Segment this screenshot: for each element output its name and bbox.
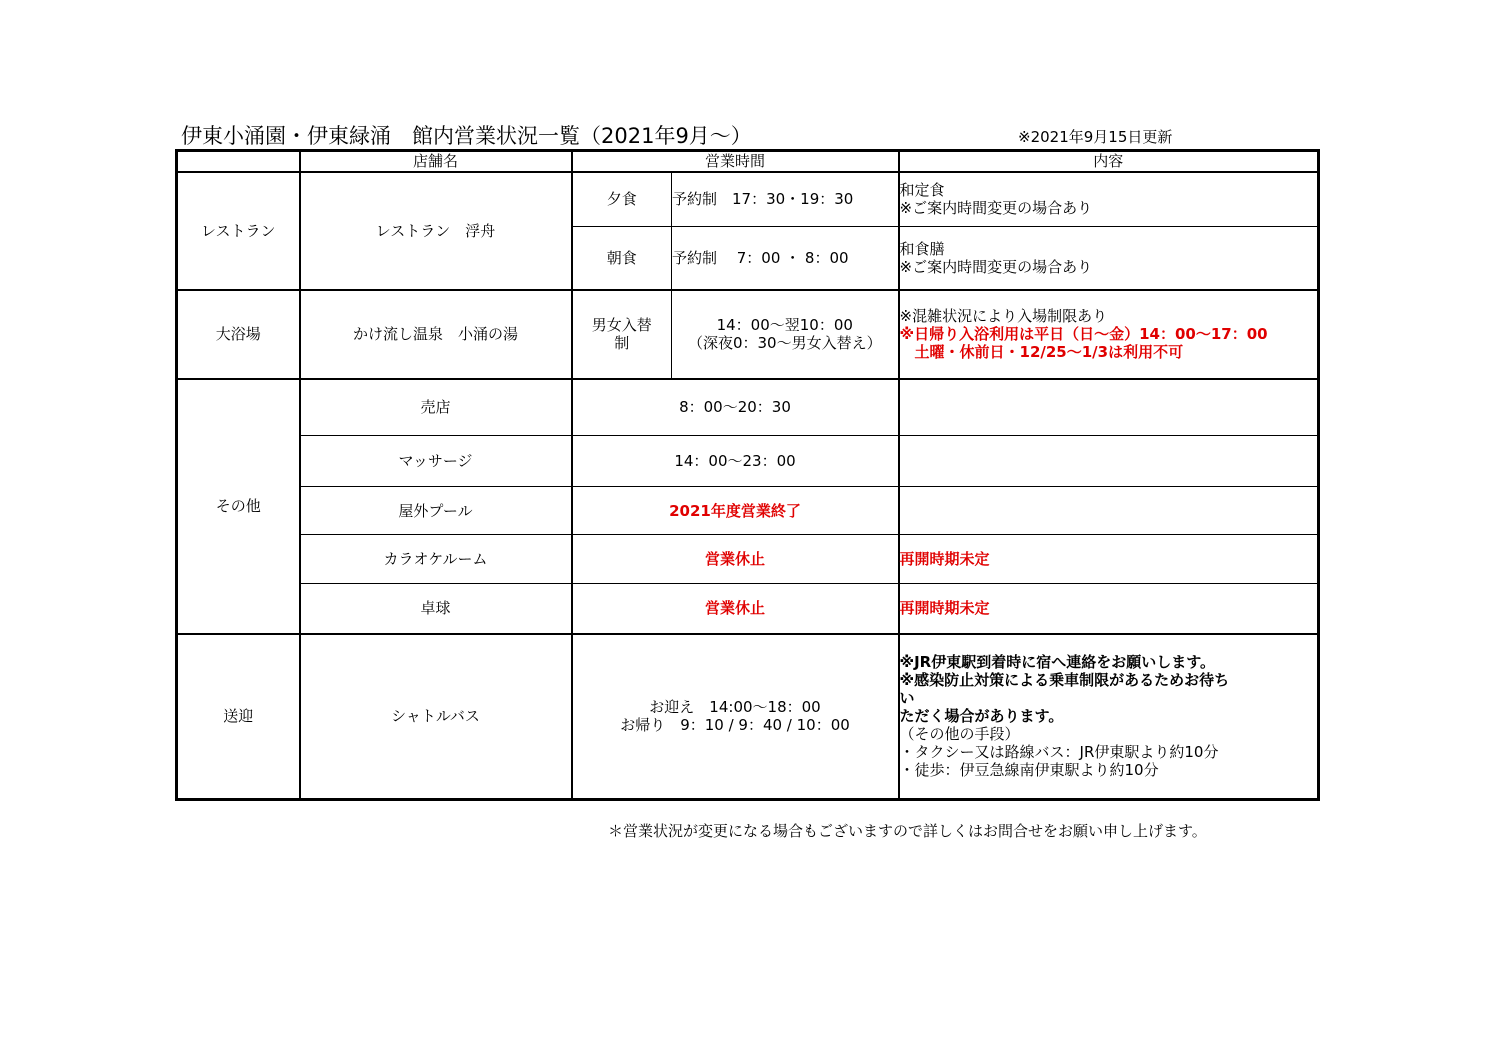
store-shop: 売店: [300, 379, 572, 436]
hours-breakfast: 予約制 7：00 ・ 8：00: [672, 227, 899, 290]
content-massage: [899, 436, 1319, 487]
table-row: [177, 379, 1319, 436]
bath-type: 男女入替 制: [572, 290, 672, 379]
category-restaurant: レストラン: [177, 172, 300, 290]
table-row: [177, 172, 1319, 227]
store-shuttle: シャトルバス: [300, 634, 572, 800]
hours-shop: 8：00～20：30: [572, 379, 899, 436]
update-date: ※2021年9月15日更新: [1018, 128, 1173, 146]
header-store: 店舗名: [300, 151, 572, 172]
category-other: その他: [177, 379, 300, 634]
footer-note: ＊営業状況が変更になる場合もございますので詳しくはお問合せをお願い申し上げます。: [608, 822, 1207, 840]
header-content: 内容: [899, 151, 1319, 172]
meal-breakfast: 朝食: [572, 227, 672, 290]
store-restaurant: レストラン 浮舟: [300, 172, 572, 290]
page-title: 伊東小涌園・伊東緑涌 館内営業状況一覧（2021年9月～）: [181, 124, 752, 148]
store-table-tennis: 卓球: [300, 584, 572, 634]
hours-dinner: 予約制 17：30・19：30: [672, 172, 899, 227]
table-row: [177, 436, 1319, 487]
store-bath: かけ流し温泉 小涌の湯: [300, 290, 572, 379]
header-blank: [177, 151, 300, 172]
content-dinner: 和定食 ※ご案内時間変更の場合あり: [899, 172, 1319, 227]
table-row: [177, 290, 1319, 379]
content-pool: [899, 487, 1319, 535]
category-bath: 大浴場: [177, 290, 300, 379]
hours-karaoke: 営業休止: [572, 535, 899, 584]
category-shuttle: 送迎: [177, 634, 300, 800]
content-breakfast: 和食膳 ※ご案内時間変更の場合あり: [899, 227, 1319, 290]
content-karaoke: 再開時期未定: [899, 535, 1319, 584]
table-row: [177, 487, 1319, 535]
meal-dinner: 夕食: [572, 172, 672, 227]
store-pool: 屋外プール: [300, 487, 572, 535]
content-table-tennis: 再開時期未定: [899, 584, 1319, 634]
content-shop: [899, 379, 1319, 436]
header-row: [177, 151, 1319, 172]
hours-shuttle: お迎え 14:00～18：00 お帰り 9：10 / 9：40 / 10：00: [572, 634, 899, 800]
hours-bath: 14：00～翌10：00 （深夜0：30～男女入替え）: [672, 290, 899, 379]
hours-pool: 2021年度営業終了: [572, 487, 899, 535]
hours-massage: 14：00～23：00: [572, 436, 899, 487]
store-massage: マッサージ: [300, 436, 572, 487]
status-table: [175, 149, 1320, 801]
content-shuttle: ※JR伊東駅到着時に宿へ連絡をお願いします。 ※感染防止対策による乗車制限があるためお待ち い ただく場合があります。 （その他の手段） ・タクシー又は路線バス：JR伊東駅より約10分 ・徒歩：伊豆急線南伊東駅より約10分: [899, 634, 1319, 800]
table-row: [177, 634, 1319, 800]
table-row: [177, 535, 1319, 584]
hours-table-tennis: 営業休止: [572, 584, 899, 634]
store-karaoke: カラオケルーム: [300, 535, 572, 584]
header-hours: 営業時間: [572, 151, 899, 172]
table-row: [177, 584, 1319, 634]
content-bath: ※混雑状況により入場制限あり ※日帰り入浴利用は平日（日～金）14：00～17：00 土曜・休前日・12/25～1/3は利用不可: [899, 290, 1319, 379]
